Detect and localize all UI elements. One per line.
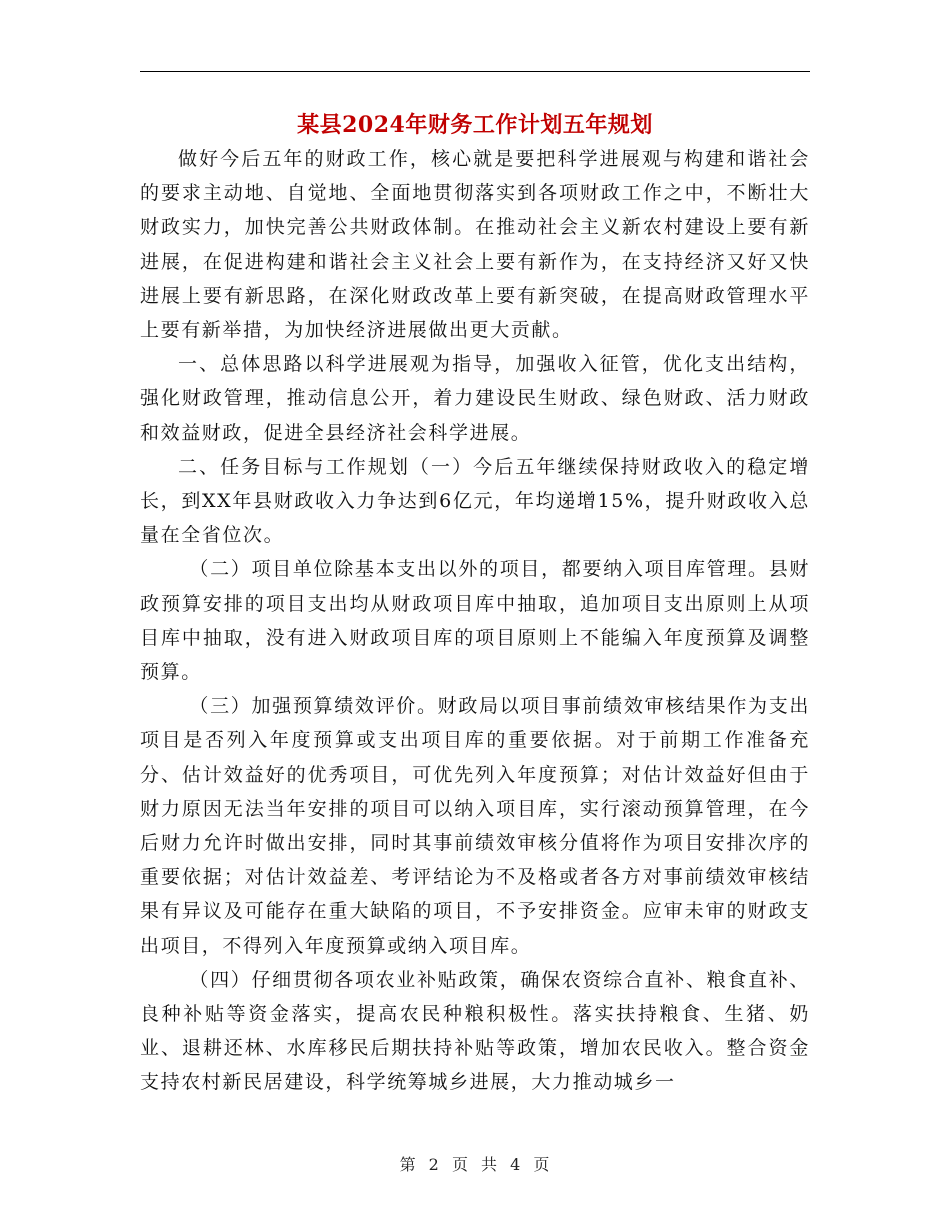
paragraph-project-library: （二）项目单位除基本支出以外的项目，都要纳入项目库管理。县财政预算安排的项目支出均从财政项目库中抽取，追加项目支出原则上从项目库中抽取，没有进入财政项目库的项目原则上不能编入年度预算及调整预算。 [140,558,810,684]
paragraph-performance-evaluation: （三）加强预算绩效评价。财政局以项目事前绩效审核结果作为支出项目是否列入年度预算或支出项目库的重要依据。对于前期工作准备充分、估计效益好的优秀项目，可优先列入年度预算；对估计效益好但由于财力原因无法当年安排的项目可以纳入项目库，实行滚动预算管理，在今后财力允许时做出安排，同时其事前绩效审核分值将作为项目安排次序的重要依据；对估计效益差、考评结论为不及格或者各方对事前绩效审核结果有异议及可能存在重大缺陷的项目，不予安排资金。应审未审的财政支出项目，不得列入年度预算或纳入项目库。 [140,695,810,957]
document-body [140,142,810,1100]
paragraph-targets: 二、任务目标与工作规划（一）今后五年继续保持财政收入的稳定增长，到XX年县财政收入力争达到6亿元，年均递增15%，提升财政收入总量在全省位次。 [140,455,810,547]
paragraph-intro: 做好今后五年的财政工作，核心就是要把科学进展观与构建和谐社会的要求主动地、自觉地、全面地贯彻落实到各项财政工作之中，不断壮大财政实力，加快完善公共财政体制。在推动社会主义新农村建设上要有新进展，在促进构建和谐社会主义社会上要有新作为，在支持经济又好又快进展上要有新思路，在深化财政改革上要有新突破，在提高财政管理水平上要有新举措，为加快经济进展做出更大贡献。 [140,148,810,342]
header-rule [140,71,810,72]
paragraph-overall-approach: 一、总体思路以科学进展观为指导，加强收入征管，优化支出结构，强化财政管理，推动信息公开，着力建设民生财政、绿色财政、活力财政和效益财政，促进全县经济社会科学进展。 [140,353,810,444]
paragraph-agricultural-subsidies: （四）仔细贯彻各项农业补贴政策，确保农资综合直补、粮食直补、良种补贴等资金落实，提高农民种粮积极性。落实扶持粮食、生猪、奶业、退耕还林、水库移民后期扶持补贴等政策，增加农民收入。整合资金支持农村新民居建设，科学统筹城乡进展，大力推动城乡一 [140,968,810,1094]
page-number: 第 2 页 共 4 页 [399,1155,551,1174]
document-title: 某县2024年财务工作计划五年规划 [297,112,653,138]
